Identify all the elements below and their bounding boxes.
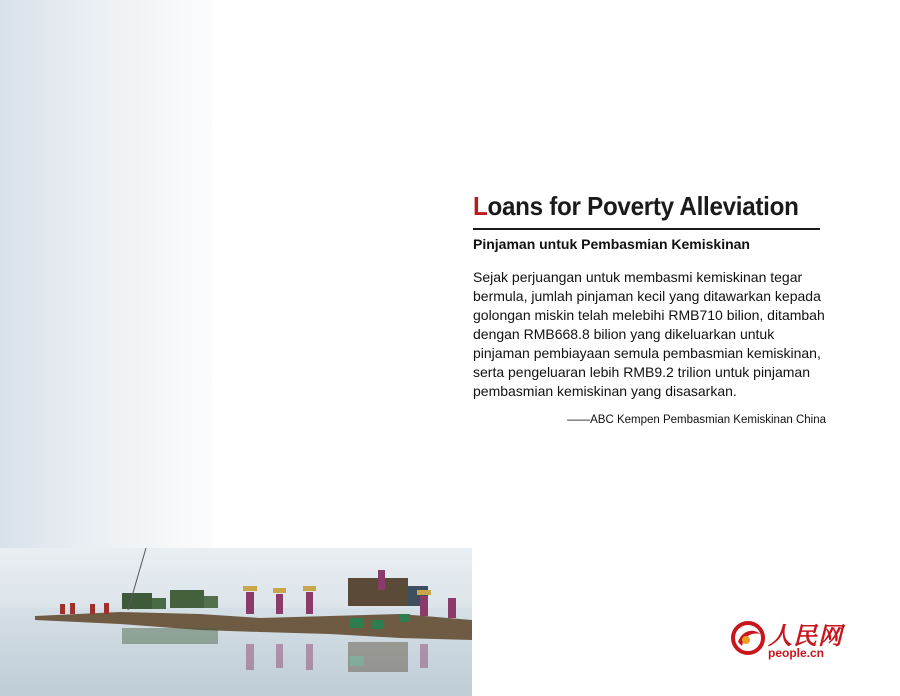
people-cn-logo xyxy=(730,616,850,664)
sky-gradient-strip xyxy=(0,0,212,548)
article-content xyxy=(473,190,833,426)
article-body: Sejak perjuangan untuk membasmi kemiskinan tegar bermula, jumlah pinjaman kecil yang ditawarkan kepada golongan miskin telah melebihi RMB710 bilion, ditambah dengan RMB668.8 bilion yang dikeluarkan untuk pinjaman pembiayaan semula pembasmian kemiskinan, serta pengeluaran lebih RMB9.2 trilion untuk pinjaman pembasmian kemiskinan yang disasarkan. xyxy=(473,269,825,399)
title-rest: oans for Poverty Alleviation xyxy=(487,191,799,221)
article-source: ——ABC Kempen Pembasmian Kemiskinan China xyxy=(567,414,826,426)
title-underline xyxy=(473,228,820,230)
people-logo-swirl-icon xyxy=(730,620,766,656)
tidal-flat-photo xyxy=(0,548,472,696)
logo-domain-text: people.cn xyxy=(768,646,825,660)
logo-chinese-text: 人民网 xyxy=(768,621,843,650)
title-initial: L xyxy=(473,191,488,221)
article-subtitle: Pinjaman untuk Pembasmian Kemiskinan xyxy=(473,236,750,252)
article-title xyxy=(473,190,808,222)
